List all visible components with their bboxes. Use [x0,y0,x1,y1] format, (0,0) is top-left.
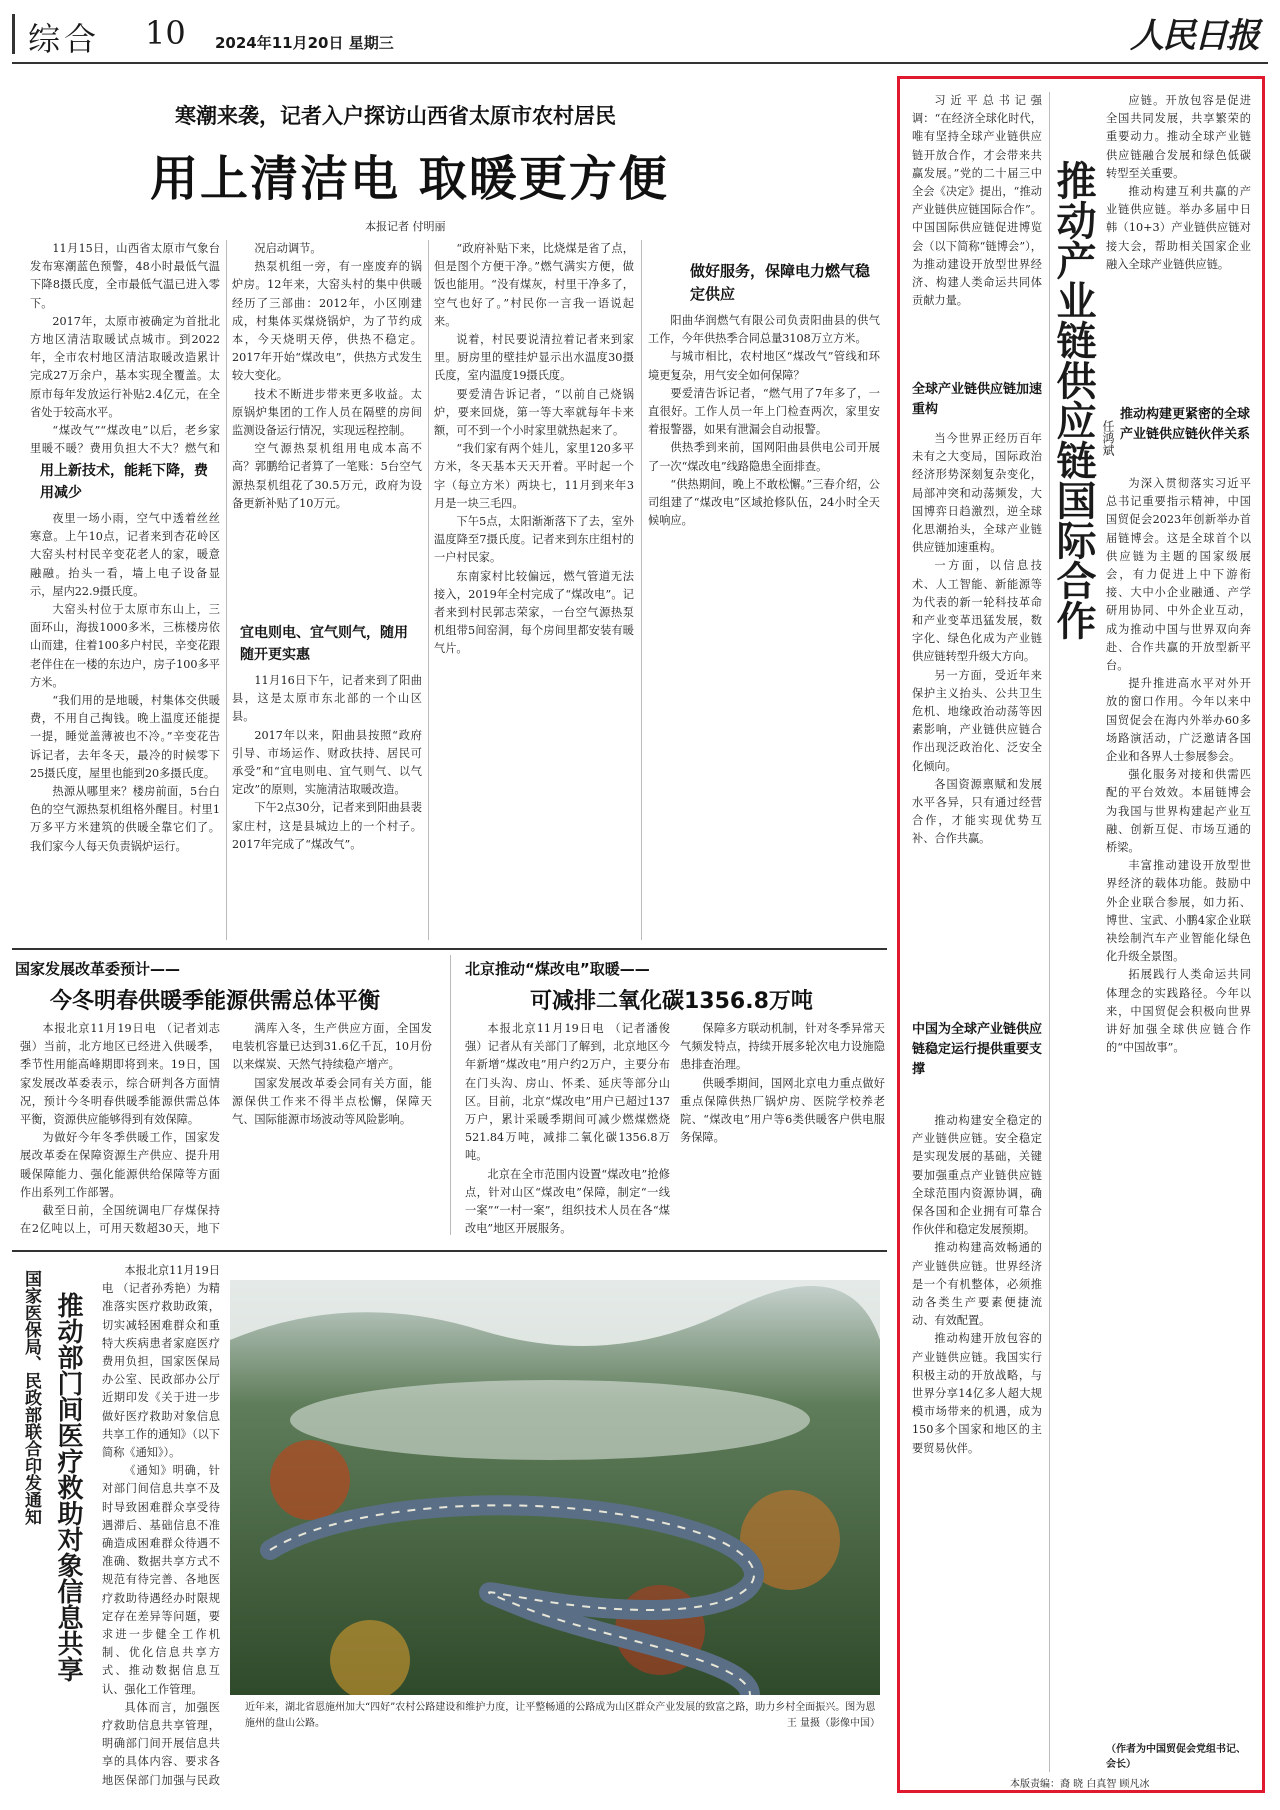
newspaper-logo: 人民日报 [1130,16,1258,56]
paragraph: “煤改气”“煤改电”以后，老乡家里暖不暖？费用负担大不大？燃气和 [30,424,220,456]
paragraph: “供热期间，晚上不敢松懈。”三春介绍，公司组建了“煤改电”区域抢修队伍，24小时全天候响应。 [648,477,880,528]
section-name: 综合 [28,20,101,58]
issue-date: 2024年11月20日 星期三 [215,34,394,52]
paragraph: 具体而言，加强医疗救助信息共享管理，明确部门间开展信息共享的具体内容、要求各地医保部门加强与民政 [102,1700,220,1787]
paragraph: 习近平总书记强调：“在经济全球化时代，唯有坚持全球产业链供应链开放合作，才会带来共赢发展。”党的二十届三中全会《决定》提出，“推动产业链供应链国际合作”。中国国际供应链促进博览会（以下简称“链博会”），为推动建设开放型世界经济、构建人类命运共同体贡献力量。 [912,94,1042,308]
paragraph: 推动构建高效畅通的产业链供应链。世界经济是一个有机整体，必须推动各类生产要素便捷流动、有效配置。 [912,1241,1042,1328]
photo-caption [245,1700,880,1732]
paragraph: 截至日前，全国统调电厂存煤保持在2亿吨以上，可用天数超30天，地下 [20,1204,220,1235]
paragraph: 2017年以来，阳曲县按照“政府引导、市场运作、财政扶持、居民可承受”和“宜电则电、宜气则气、以气定改”的原则，实施清洁取暖改造。 [232,728,422,797]
lead-subhead-3: 做好服务，保障电力燃气稳定供应 [690,262,871,303]
feature-title: 推动产业链供应链国际合作 [1050,160,1096,640]
paragraph: 热泵机组一旁，有一座废弃的锅炉房。12年来，大窑头村的集中供暖经历了三部曲：2012年，小区刚建成，村集体买煤烧锅炉，为了节约成本，今天烧明天停，供热不稳定。2017年开始“煤改电”，供热方式发生较大变化。 [232,260,422,383]
paragraph: 本报北京11月19日电 （记者潘俊强）记者从有关部门了解到，北京地区今年新增“煤改电”用户约2万户，主要分布在门头沟、房山、怀柔、延庆等部分山区。目前，北京“煤改电”用户已超过137万户，累计采暖季期间可减少燃煤燃烧521.84万吨，减排二氧化碳1356.8万吨。 [465,1022,670,1163]
story3-title: 可减排二氧化碳1356.8万吨 [530,989,813,1014]
feature-col1 [912,430,1042,1010]
paragraph: 本报北京11月19日电 （记者孙秀艳）为精准落实医疗救助政策，切实减轻困难群众和重特大疾病患者家庭医疗费用负担，国家医保局办公室、民政部办公厅近期印发《关于进一步做好医疗救助对象信息共享工作的通知》（以下简称《通知》）。 [102,1264,220,1460]
photo-image [230,1280,880,1695]
lead-kicker: 寒潮来袭，记者入户探访山西省太原市农村居民 [175,104,616,128]
paragraph: 11月16日下午，记者来到了阳曲县，这是太原市东北部的一个山区县。 [232,674,422,724]
paragraph: 要爱清告诉记者，“以前自己烧锅炉，要来回烧，第一等大率就每年卡来额，可不到一个小时家里就热起来了。 [434,387,634,438]
paragraph: 当今世界正经历百年未有之大变局，国际政治经济形势深刻复杂变化，局部冲突和动荡频发，大国博弈日趋激烈，逆全球化思潮抬头，全球产业链供应链加速重构。 [912,432,1042,555]
story4-kicker: 国家医保局、民政部联合印发通知 [21,1270,41,1525]
paragraph: 大窑头村位于太原市东山上，三面环山，海拔1000多米，三栋楼房依山而建，住着100多户村民，辛变花跟老伴住在一楼的东边户，房子100多平方米。 [30,603,220,689]
column-divider [450,955,451,1235]
mountain-road-photo [230,1280,880,1695]
story2-title: 今冬明春供暖季能源供需总体平衡 [50,989,381,1014]
paragraph: 阳曲华润燃气有限公司负责阳曲县的供气工作，今年供热季合同总量3108万立方米。 [648,314,880,346]
paragraph: 一方面，以信息技术、人工智能、新能源等为代表的新一轮科技革命和产业变革迅猛发展，数字化、绿色化成为产业链供应链转型升级大方向。 [912,559,1042,664]
lead-col1b [30,510,220,940]
paragraph: 下午2点30分，记者来到阳曲县裴家庄村，这是县城边上的一个村子。2017年完成了“煤改气”。 [232,801,422,851]
paragraph: 国家发展改革委会同有关方面，能源保供工作来不得半点松懈，保障天气、国际能源市场波动等风险影响。 [232,1076,432,1127]
lead-col2b [232,672,422,940]
paragraph: 各国资源禀赋和发展水平各异，只有通过经营合作，才能实现优势互补、合作共赢。 [912,777,1042,846]
story2-col2 [232,1020,432,1235]
story4-col [102,1262,220,1792]
paragraph: 2017年，太原市被确定为首批北方地区清洁取暖试点城市。到2022年，全市农村地区清洁取暖改造累计完成27万余户，基本实现全覆盖。太原市每年发放运行补贴2.4亿元，在全省处于较高水平。 [30,314,220,419]
paragraph: 况启动调节。 [254,242,322,255]
feature-subhead-1: 全球产业链供应链加速重构 [912,382,1043,417]
paragraph: 另一方面，受近年来保护主义抬头、公共卫生危机、地缘政治动荡等因素影响，产业链供应链合作出现泛政治化、泛安全化倾向。 [912,668,1042,773]
section-rule [12,1250,887,1252]
paragraph: 推动构建开放包容的产业链供应链。我国实行积极主动的开放战略，与世界分享14亿多人超大规模市场带来的机遇，成为150多个国家和地区的主要贸易伙伴。 [912,1332,1042,1455]
paragraph: 拓展践行人类命运共同体理念的实践路径。今年以来，中国贸促会积极向世界讲好加强全球供应链合作的“中国故事”。 [1106,968,1251,1055]
paragraph: 保障多方联动机制，针对冬季异常天气频发特点，持续开展多轮次电力设施隐患排查治理。 [680,1022,885,1072]
lead-byline: 本报记者 付明丽 [365,220,446,233]
lead-subhead-1: 用上新技术，能耗下降，费用减少 [40,463,208,501]
lead-subhead-2: 宜电则电、宜气则气，随用随开更实惠 [240,625,408,663]
paragraph: 11月15日，山西省太原市气象台发布寒潮蓝色预警，48小时最低气温下降8摄氏度，全市最低气温已进入零下。 [30,242,220,310]
paragraph: “我们用的是地暖，村集体交供暖费，不用自己掏钱。晚上温度还能提一提，睡觉盖薄被也不冷。”辛变花告诉记者，去年冬天，最冷的时候零下25摄氏度，屋里也能到20多摄氏度。 [30,694,220,780]
feature-col4 [1106,475,1251,1735]
paragraph: 本报北京11月19日电 （记者刘志强）当前，北方地区已经进入供暖季，季节性用能高峰期即将到来。19日，国家发展改革委表示，综合研判各方面情况，预计今冬明春供暖季能源供需总体平衡，资源供应能够得到有效保障。 [20,1022,220,1127]
paragraph: 东南家村比较偏远，燃气管道无法接入，2019年全村完成了“煤改电”。记者来到村民郭志荣家，一台空气源热泵机组带5间窑洞，每个房间里都安装有暖气片。 [434,569,634,656]
paragraph: 为深入贯彻落实习近平总书记重要指示精神，中国国贸促会2023年创新举办首届链博会。这是全球首个以供应链为主题的国家级展会，有力促进上中下游衔接、大中小企业融通、产学研用协同、中外企业互动，成为推动中国与世界双向奔赴、合作共赢的开放型新平台。 [1106,477,1251,673]
paragraph: 下午5点，太阳渐渐落下了去，室外温度降至7摄氏度。记者来到东庄组村的一户村民家。 [434,515,634,565]
paragraph: “政府补贴下来，比烧煤是省了点，但是图个方便干净。”燃气满实方便，做饭也能用。“没有煤灰，村里干净多了，空气也好了。”村民你一言我一语说起来。 [434,242,634,328]
lead-col3 [434,240,634,940]
paragraph: “我们家有两个娃儿，家里120多平方米，冬天基本天天开着。平时起一个字（每立方米）两块七，11月到来年3月是一块三毛四。 [434,442,634,510]
paragraph: 应链。开放包容是促进全国共同发展，共享繁荣的重要动力。推动全球产业链供应链融合发展和绿色低碳转型至关重要。 [1106,94,1251,180]
feature-intro [912,92,1042,362]
paragraph: 强化服务对接和供需匹配的平台效效。本届链博会为我国与世界构建起产业互融、创新互促、市场互通的桥梁。 [1106,768,1251,855]
feature-col2 [912,1112,1042,1772]
page-header [0,0,1280,70]
paragraph: 北京在全市范围内设置“煤改电”抢修点，针对山区“煤改电”保障，制定“一线一案”“一村一案”，组织技术人员在各“煤改电”地区开展服务。 [465,1167,670,1235]
paragraph: 说着，村民要说清拉着记者来到家里。厨房里的壁挂炉显示出水温度30摄氏度，室内温度19摄氏度。 [434,333,634,383]
paragraph: 推动构建安全稳定的产业链供应链。安全稳定是实现发展的基础，关键要加强重点产业链供应链全球范围内资源协调，确保各国和企业拥有可靠合作伙伴和稳定发展预期。 [912,1114,1042,1237]
story2-col1 [20,1020,220,1235]
paragraph: 技术不断进步带来更多收益。太原锅炉集团的工作人员在隔壁的房间监测设备运行情况，实现远程控制。 [232,387,422,438]
lead-col1 [30,240,220,460]
story3-col1 [465,1020,670,1235]
section-rule [12,948,887,950]
paragraph: 为做好今年冬季供暖工作，国家发展改革委在保障资源生产供应、提升用暖保障能力、强化能源供给保障等方面作出系列工作部署。 [20,1131,220,1199]
column-divider [1049,92,1050,1772]
header-rule [12,62,1268,64]
feature-subhead-2: 中国为全球产业链供应链稳定运行提供重要支撑 [912,1022,1043,1077]
story3-col2 [680,1020,885,1235]
lead-col2 [232,240,422,620]
paragraph: 热源从哪里来？楼房前面，5台白色的空气源热泵机组格外醒目。村里1万多平方米建筑的供暖全靠它们了。我们家今人每天负责锅炉运行。 [30,785,220,853]
story3-kicker: 北京推动“煤改电”取暖—— [465,960,650,978]
header-bar [12,14,15,54]
caption-text: 近年来，湖北省恩施州加大“四好”农村公路建设和维护力度，让平整畅通的公路成为山区群众产业发展的致富之路，助力乡村全面振兴。图为恩施州的盘山公路。 [245,1702,876,1729]
story2-kicker: 国家发展改革委预计—— [15,960,181,978]
photo-credit: 王 量摄（影像中国） [786,1718,880,1729]
paragraph: 空气源热泵机组用电成本高不高？郭鹏给记者算了一笔账：5台空气源热泵机组花了30.5万元，政府为设备更新补贴了10万元。 [232,442,422,510]
column-divider [428,240,429,940]
lead-col4 [648,312,880,940]
paragraph: 供暖季期间，国网北京电力重点做好重点保障供热厂锅炉房、医院学校养老院、“煤改电”用户等6类供暖客户供电服务保障。 [680,1076,885,1145]
paragraph: 丰富推动建设开放型世界经济的载体功能。鼓励中外企业联合参展，如力拓、博世、宝武、小鹏4家企业联袂绘制汽车产业智能化绿色化升级全景图。 [1106,859,1251,964]
paragraph: 满库入冬，生产供应方面，全国发电装机容量已达到31.6亿千瓦，10月份以来煤炭、天然气持续稳产增产。 [232,1022,432,1072]
column-divider [641,240,642,940]
column-divider [226,240,227,940]
feature-col3 [1106,92,1251,392]
feature-author-note: （作者为中国贸促会党组书记、会长） [1106,1744,1246,1770]
paragraph: 要爱清告诉记者，“燃气用了7年多了，一直很好。工作人员一年上门检查两次，家里安着报警器，如果有泄漏会自动报警。 [648,386,880,437]
paragraph: 推动构建互利共赢的产业链供应链。举办多届中日韩（10+3）产业链供应链对接大会，帮助相关国家企业融入全球产业链供应链。 [1106,185,1251,271]
feature-author: 任鸿斌 [1101,420,1115,456]
paragraph: 供热季到来前，国网阳曲县供电公司开展了一次“煤改电”线路隐患全面排查。 [648,441,880,473]
edit-credits: 本版责编：裔 晓 白真智 顾凡冰 [1010,1779,1150,1790]
paragraph: 夜里一场小雨，空气中透着丝丝寒意。上午10点，记者来到杏花岭区大窑头村村民辛变花老人的家，暖意融融。抬头一看，墙上电子设备显示，屋内22.9摄氏度。 [30,512,220,598]
feature-subhead-3: 推动构建更紧密的全球产业链供应链伙伴关系 [1120,407,1251,442]
story4-title: 推动部门间医疗救助对象信息共享 [53,1292,83,1682]
paragraph: 与城市相比，农村地区“煤改气”管线和环境更复杂，用气安全如何保障？ [648,350,880,382]
paragraph: 《通知》明确，针对部门间信息共享不及时导致困难群众享受待遇滞后、基础信息不准确造成困难群众待遇不准确、数据共享方式不规范有待完善、各地医疗救助待遇经办时限规定存在差异等问题，要求进一步健全工作机制、优化信息共享方式、推动数据信息互认、强化工作管理。 [102,1464,220,1696]
lead-title: 用上清洁电 取暖更方便 [150,151,669,207]
paragraph: 提升推进高水平对外开放的窗口作用。今年以来中国贸促会在海内外举办60多场路演活动，广泛邀请各国企业和各界人士参展参会。 [1106,677,1251,764]
page-number: 10 [145,14,186,52]
